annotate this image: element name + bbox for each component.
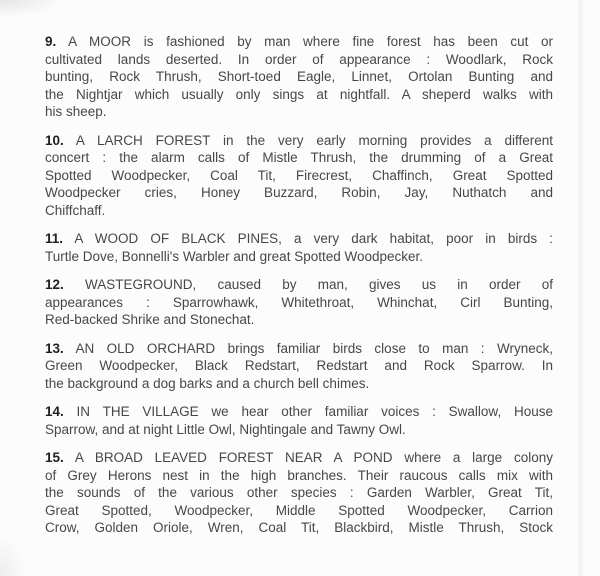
paragraph	[45, 230, 553, 265]
paragraph-number: 15.	[45, 450, 64, 465]
text-column	[45, 33, 553, 548]
paragraph-number: 13.	[45, 340, 64, 356]
text-line: 9. A MOOR is fashioned by man where fine forest has been cut or	[45, 34, 553, 49]
text-line: 10. A LARCH FOREST in the very early morning provides a different	[45, 132, 553, 148]
scan-artifact-top-left	[0, 0, 60, 16]
text-line: the Nightjar which usually only sings at nightfall. A sheperd walks with	[45, 86, 553, 102]
scan-artifact-page-edge	[577, 0, 584, 576]
paragraph	[45, 449, 553, 537]
text-line: concert : the alarm calls of Mistle Thrush, the drumming of a Great	[45, 150, 553, 165]
scan-artifact-bottom-left	[0, 536, 26, 576]
text-line: 15. A BROAD LEAVED FOREST NEAR A POND where a large colony	[45, 450, 553, 465]
text-line: his sheep.	[45, 104, 107, 119]
paragraph-number: 10.	[45, 132, 64, 148]
paragraph	[45, 340, 553, 393]
text-line: 11. A WOOD OF BLACK PINES, a very dark habitat, poor in birds :	[45, 231, 553, 246]
text-line: Woodpecker cries, Honey Buzzard, Robin, Jay, Nuthatch and	[45, 185, 553, 200]
paragraph-number: 12.	[45, 277, 64, 292]
text-line: Red-backed Shrike and Stonechat.	[45, 312, 255, 327]
text-line: Spotted Woodpecker, Coal Tit, Firecrest, Chaffinch, Great Spotted	[45, 167, 553, 183]
paragraph-number: 14.	[45, 404, 64, 419]
text-line: the background a dog barks and a church bell chimes.	[45, 375, 370, 391]
text-line: 14. IN THE VILLAGE we hear other familiar voices : Swallow, House	[45, 404, 553, 419]
paragraph	[45, 276, 553, 329]
text-line: bunting, Rock Thrush, Short-toed Eagle, Linnet, Ortolan Bunting and	[45, 69, 553, 84]
text-line: Green Woodpecker, Black Redstart, Redstart and Rock Sparrow. In	[45, 358, 553, 373]
paragraph-number: 9.	[45, 34, 57, 49]
text-line: Chiffchaff.	[45, 202, 106, 218]
text-line: 13. AN OLD ORCHARD brings familiar birds close to man : Wryneck,	[45, 340, 553, 356]
text-line: the sounds of the various other species : Garden Warbler, Great Tit,	[45, 485, 553, 500]
text-line: Turtle Dove, Bonnelli's Warbler and great Spotted Woodpecker.	[45, 248, 424, 264]
text-line: appearances : Sparrowhawk, Whitethroat, Whinchat, Cirl Bunting,	[45, 294, 553, 310]
text-line: cultivated lands deserted. In order of appearance : Woodlark, Rock	[45, 51, 553, 67]
text-line: 12. WASTEGROUND, caused by man, gives us in order of	[45, 277, 553, 292]
text-line: Sparrow, and at night Little Owl, Nightingale and Tawny Owl.	[45, 421, 406, 437]
paragraph	[45, 403, 553, 438]
paragraph-number: 11.	[45, 231, 64, 246]
paragraph	[45, 33, 553, 121]
text-line: Great Spotted, Woodpecker, Middle Spotted Woodpecker, Carrion	[45, 502, 553, 518]
text-line: of Grey Herons nest in the high branches. Their raucous calls mix with	[45, 467, 553, 483]
paragraph	[45, 132, 553, 220]
text-line: Crow, Golden Oriole, Wren, Coal Tit, Blackbird, Mistle Thrush, Stock	[45, 520, 553, 535]
